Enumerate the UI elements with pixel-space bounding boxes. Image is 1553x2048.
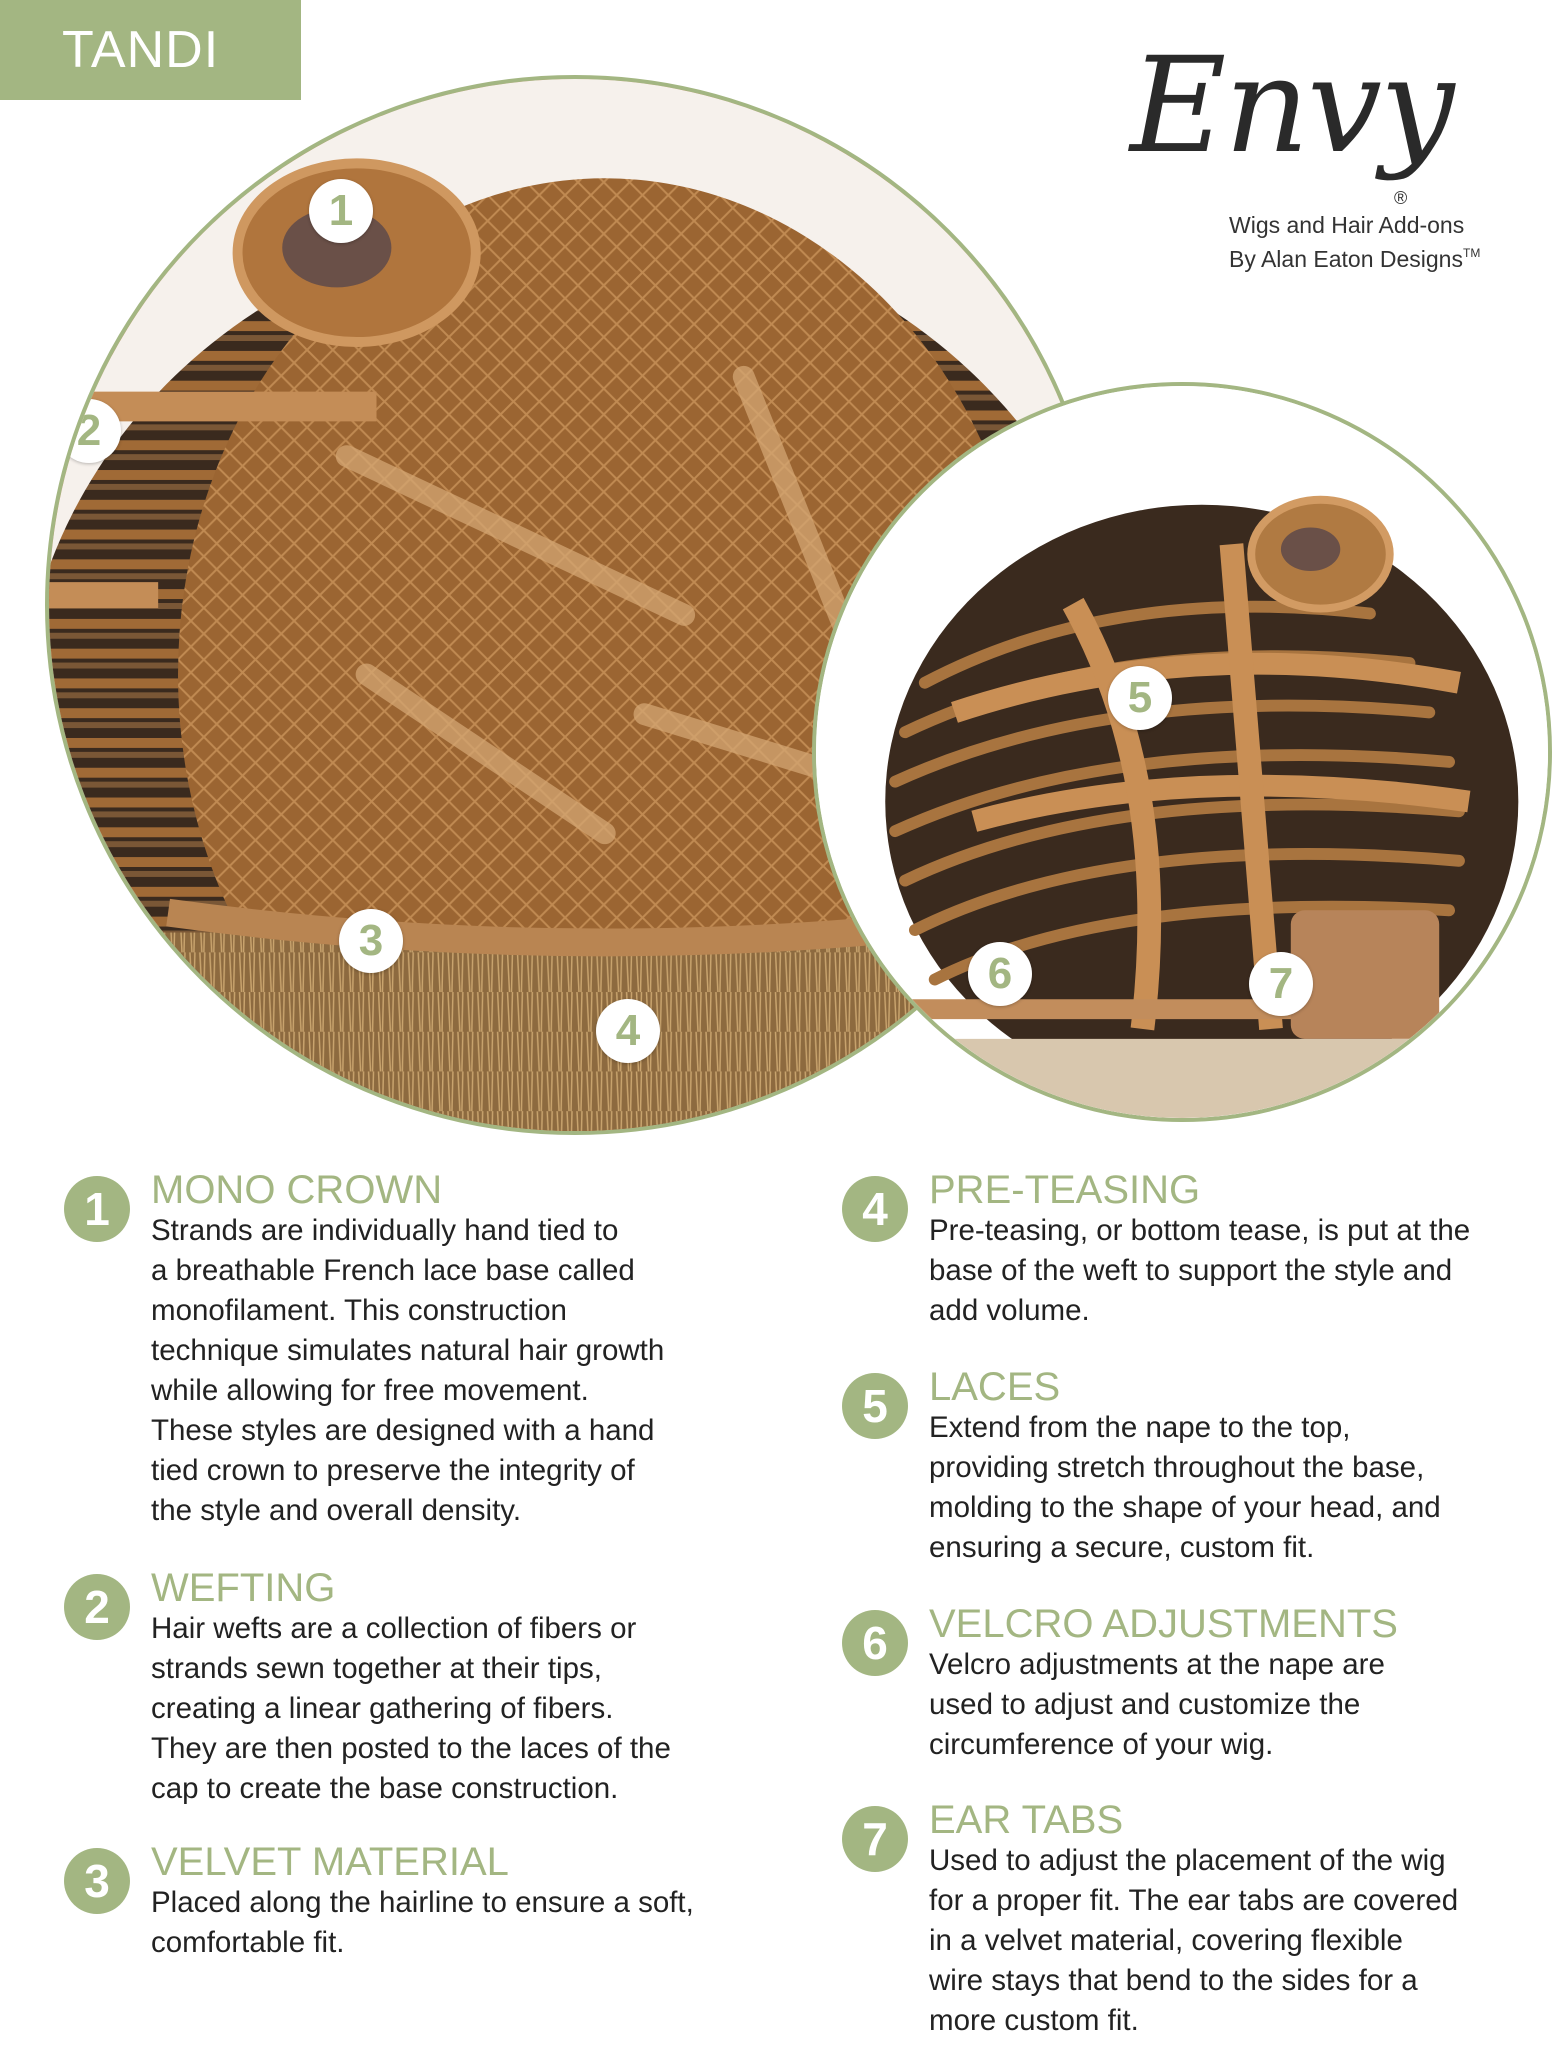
logo-tagline-2-text: By Alan Eaton Designs [1229, 246, 1463, 272]
marker-4: 4 [596, 999, 660, 1063]
brand-logo [1130, 29, 1530, 320]
description-line: tied crown to preserve the integrity of [151, 1454, 635, 1487]
logo-wordmark: Envy [1130, 29, 1453, 183]
feature-title: WEFTING [151, 1566, 336, 1610]
feature-description [929, 1645, 1385, 1765]
feature-number-badge: 4 [842, 1176, 908, 1242]
description-line: comfortable fit. [151, 1926, 345, 1959]
feature-number-badge: 3 [64, 1848, 130, 1914]
feature-number-badge: 1 [64, 1176, 130, 1242]
marker-3: 3 [339, 909, 403, 973]
description-line: in a velvet material, covering flexible [929, 1924, 1403, 1957]
description-line: more custom fit. [929, 2004, 1139, 2037]
description-line: monofilament. This construction [151, 1294, 567, 1327]
description-line: wire stays that bend to the sides for a [929, 1964, 1418, 1997]
description-line: Used to adjust the placement of the wig [929, 1844, 1446, 1877]
description-line: Placed along the hairline to ensure a soft, [151, 1886, 694, 1919]
feature-number-badge: 7 [842, 1806, 908, 1872]
feature-number-badge: 6 [842, 1610, 908, 1676]
marker-2: 2 [57, 399, 121, 463]
description-line: while allowing for free movement. [151, 1374, 589, 1407]
feature-description [929, 1211, 1470, 1331]
marker-7: 7 [1249, 952, 1313, 1016]
feature-title: VELCRO ADJUSTMENTS [929, 1602, 1398, 1646]
cap-rear-illustration [816, 386, 1548, 1118]
description-line: Extend from the nape to the top, [929, 1411, 1351, 1444]
feature-title: VELVET MATERIAL [151, 1840, 509, 1884]
cap-rear-view-photo [812, 382, 1552, 1122]
description-line: providing stretch throughout the base, [929, 1451, 1425, 1484]
description-line: circumference of your wig. [929, 1728, 1274, 1761]
feature-number-badge: 5 [842, 1373, 908, 1439]
description-line: used to adjust and customize the [929, 1688, 1361, 1721]
description-line: base of the weft to support the style and [929, 1254, 1453, 1287]
feature-number-badge: 2 [64, 1574, 130, 1640]
description-line: strands sewn together at their tips, [151, 1652, 602, 1685]
registered-mark: ® [1394, 188, 1408, 208]
description-line: creating a linear gathering of fibers. [151, 1692, 614, 1725]
feature-description [151, 1883, 694, 1963]
product-name-tag [0, 0, 301, 100]
description-line: Pre-teasing, or bottom tease, is put at the [929, 1214, 1471, 1247]
product-name: TANDI [62, 21, 220, 79]
description-line: a breathable French lace base called [151, 1254, 635, 1287]
description-line: add volume. [929, 1294, 1090, 1327]
feature-description [929, 1408, 1441, 1568]
description-line: technique simulates natural hair growth [151, 1334, 665, 1367]
logo-tagline-1: Wigs and Hair Add-ons [1229, 212, 1465, 238]
description-line: Velcro adjustments at the nape are [929, 1648, 1385, 1681]
feature-title: PRE-TEASING [929, 1168, 1201, 1212]
description-line: molding to the shape of your head, and [929, 1491, 1441, 1524]
feature-title: EAR TABS [929, 1798, 1124, 1842]
feature-title: MONO CROWN [151, 1168, 443, 1212]
description-line: cap to create the base construction. [151, 1772, 619, 1805]
description-line: for a proper fit. The ear tabs are covered [929, 1884, 1459, 1917]
marker-5: 5 [1108, 666, 1172, 730]
description-line: ensuring a secure, custom fit. [929, 1531, 1315, 1564]
feature-description [151, 1211, 664, 1531]
description-line: Strands are individually hand tied to [151, 1214, 619, 1247]
feature-title: LACES [929, 1365, 1061, 1409]
description-line: Hair wefts are a collection of fibers or [151, 1612, 637, 1645]
marker-1: 1 [309, 179, 373, 243]
logo-tagline-2 [1229, 246, 1480, 273]
description-line: They are then posted to the laces of the [151, 1732, 671, 1765]
feature-description [151, 1609, 671, 1809]
marker-6: 6 [968, 942, 1032, 1006]
description-line: These styles are designed with a hand [151, 1414, 655, 1447]
trademark-mark: TM [1462, 246, 1481, 260]
feature-description [929, 1841, 1458, 2041]
description-line: the style and overall density. [151, 1494, 522, 1527]
